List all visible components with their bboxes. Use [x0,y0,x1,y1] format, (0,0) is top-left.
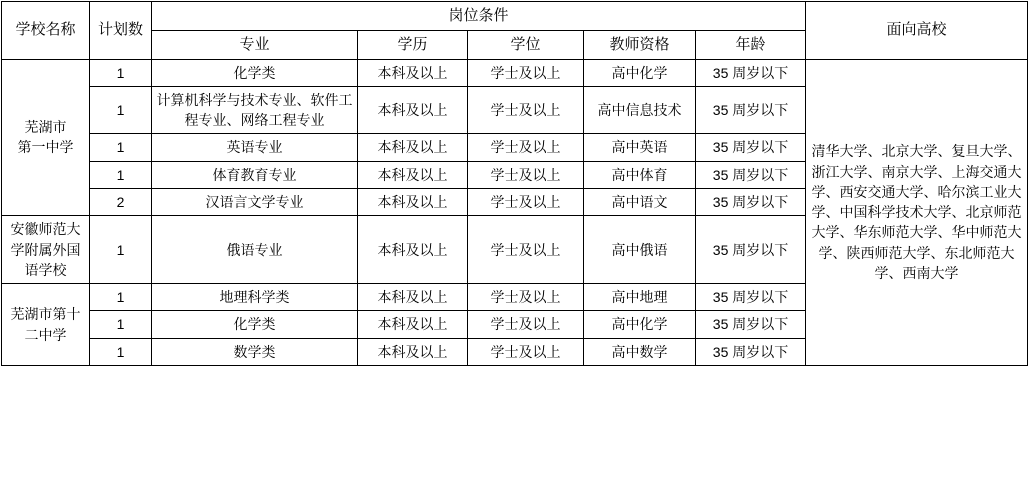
education-cell: 本科及以上 [358,188,468,215]
plan-count-cell: 1 [90,59,152,86]
table-header-row-1 [2,2,1028,31]
degree-cell: 学士及以上 [468,86,584,134]
degree-cell: 学士及以上 [468,338,584,365]
table-row [2,59,1028,86]
plan-count-cell: 1 [90,311,152,338]
teacher-cert-cell: 高中语文 [584,188,696,215]
major-cell: 俄语专业 [152,216,358,284]
teacher-cert-cell: 高中信息技术 [584,86,696,134]
age-cell: 35 周岁以下 [696,188,806,215]
school-name-cell: 芜湖市 第一中学 [2,59,90,216]
column-header-conditions-group: 岗位条件 [152,2,806,31]
teacher-cert-cell: 高中体育 [584,161,696,188]
education-cell: 本科及以上 [358,338,468,365]
age-cell: 35 周岁以下 [696,134,806,161]
education-cell: 本科及以上 [358,59,468,86]
major-cell: 化学类 [152,311,358,338]
plan-count-cell: 1 [90,338,152,365]
degree-cell: 学士及以上 [468,188,584,215]
education-cell: 本科及以上 [358,311,468,338]
degree-cell: 学士及以上 [468,134,584,161]
target-universities-cell: 清华大学、北京大学、复旦大学、浙江大学、南京大学、上海交通大学、西安交通大学、哈尔滨工业大学、中国科学技术大学、北京师范大学、华东师范大学、华中师范大学、陕西师范大学、东北师范大学、西南大学 [806,59,1028,366]
major-cell: 数学类 [152,338,358,365]
major-cell: 计算机科学与技术专业、软件工程专业、网络工程专业 [152,86,358,134]
plan-count-cell: 1 [90,134,152,161]
column-header-education: 学历 [358,30,468,59]
degree-cell: 学士及以上 [468,284,584,311]
education-cell: 本科及以上 [358,134,468,161]
education-cell: 本科及以上 [358,161,468,188]
teacher-cert-cell: 高中化学 [584,311,696,338]
column-header-target-universities: 面向高校 [806,2,1028,60]
age-cell: 35 周岁以下 [696,311,806,338]
age-cell: 35 周岁以下 [696,338,806,365]
degree-cell: 学士及以上 [468,59,584,86]
age-cell: 35 周岁以下 [696,59,806,86]
plan-count-cell: 1 [90,216,152,284]
age-cell: 35 周岁以下 [696,86,806,134]
major-cell: 地理科学类 [152,284,358,311]
column-header-major: 专业 [152,30,358,59]
education-cell: 本科及以上 [358,86,468,134]
column-header-age: 年龄 [696,30,806,59]
major-cell: 英语专业 [152,134,358,161]
degree-cell: 学士及以上 [468,311,584,338]
major-cell: 汉语言文学专业 [152,188,358,215]
plan-count-cell: 1 [90,86,152,134]
column-header-school: 学校名称 [2,2,90,60]
plan-count-cell: 1 [90,284,152,311]
age-cell: 35 周岁以下 [696,216,806,284]
teacher-cert-cell: 高中英语 [584,134,696,161]
plan-count-cell: 2 [90,188,152,215]
education-cell: 本科及以上 [358,216,468,284]
column-header-plan: 计划数 [90,2,152,60]
school-name-cell: 芜湖市第十二中学 [2,284,90,366]
age-cell: 35 周岁以下 [696,284,806,311]
plan-count-cell: 1 [90,161,152,188]
degree-cell: 学士及以上 [468,216,584,284]
table-body [2,59,1028,366]
column-header-teacher-cert: 教师资格 [584,30,696,59]
degree-cell: 学士及以上 [468,161,584,188]
teacher-cert-cell: 高中数学 [584,338,696,365]
major-cell: 化学类 [152,59,358,86]
major-cell: 体育教育专业 [152,161,358,188]
teacher-cert-cell: 高中化学 [584,59,696,86]
table-header [2,2,1028,60]
teacher-cert-cell: 高中俄语 [584,216,696,284]
school-name-cell: 安徽师范大学附属外国语学校 [2,216,90,284]
recruitment-table [1,1,1028,366]
education-cell: 本科及以上 [358,284,468,311]
teacher-cert-cell: 高中地理 [584,284,696,311]
column-header-degree: 学位 [468,30,584,59]
age-cell: 35 周岁以下 [696,161,806,188]
